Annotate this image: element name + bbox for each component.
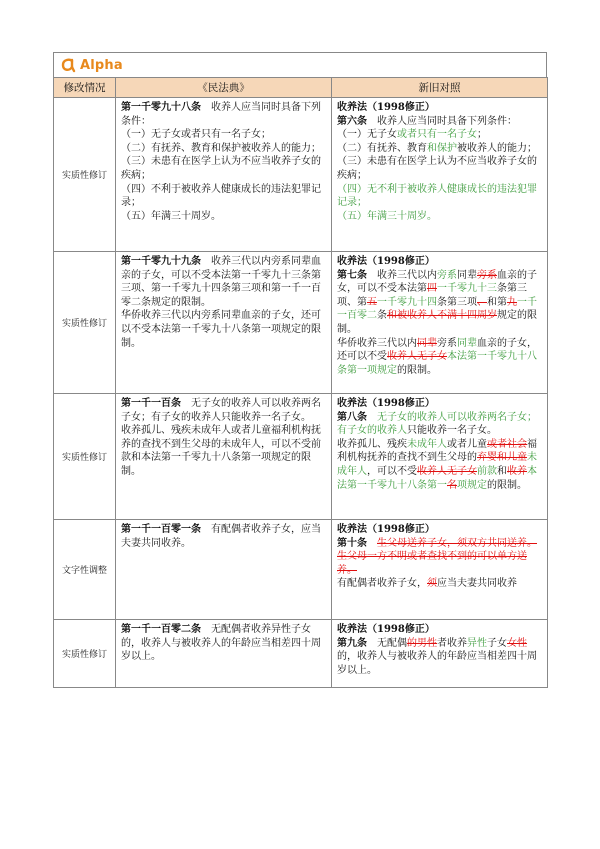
added-text: 无子女的收养人可以收养两名子女；有子女的收养人	[337, 411, 537, 437]
text-segment: 收养三代以内	[367, 269, 437, 281]
text-segment: 收养孤儿、残疾	[337, 438, 407, 450]
paragraph	[121, 155, 327, 182]
old-new-compare-cell	[332, 98, 548, 252]
paragraph	[337, 115, 543, 129]
paragraph	[121, 101, 327, 128]
old-law-title: 收养法（1998修正）	[337, 524, 435, 535]
text-segment: 华侨收养三代以内旁系同辈血亲的子女，还可以不受本法第一千零九十八条第一项规定的限制。	[121, 310, 321, 349]
table-row	[54, 394, 548, 520]
deleted-text: 同辈	[417, 337, 437, 349]
paragraph	[337, 155, 543, 182]
added-text: 一千一百零二	[337, 296, 537, 322]
article-number: 第七条	[337, 269, 367, 281]
paragraph	[121, 424, 327, 478]
civil-code-cell	[116, 252, 332, 394]
deleted-text: 名	[447, 479, 457, 491]
text-segment: 华侨收养三代以内	[337, 337, 417, 349]
paragraph	[337, 637, 543, 678]
added-text: 异性	[467, 637, 487, 649]
text-segment: ；	[477, 129, 487, 141]
added-text: （五）年满三十周岁。	[337, 210, 437, 222]
text-segment: 和	[497, 465, 507, 477]
paragraph	[337, 210, 543, 224]
brand-bar	[53, 52, 547, 77]
paragraph	[337, 537, 543, 578]
added-text: 前款	[477, 465, 497, 477]
deleted-text: 九	[507, 296, 517, 308]
text-segment: 收养三代以内旁系同辈血亲的子女，可以不受本法第一千零九十三条第三项、第一千零九十四条第三项和第一千一百零二条规定的限制。	[121, 256, 321, 308]
added-text: 旁系	[437, 269, 457, 281]
brand-name: Alpha	[80, 57, 123, 73]
deleted-text: 和被收养人不满十四周岁	[387, 310, 497, 322]
old-new-compare-cell	[332, 394, 548, 520]
text-segment: 同辈	[457, 269, 477, 281]
paragraph	[337, 623, 543, 637]
paragraph	[121, 183, 327, 210]
text-segment: 无配偶	[367, 637, 407, 649]
text-segment: 的限制。	[487, 479, 527, 491]
paragraph	[337, 183, 543, 210]
change-type-cell: 实质性修订	[54, 98, 116, 252]
text-segment: （一）无子女	[337, 129, 397, 141]
paragraph	[121, 397, 327, 424]
article-number: 第一千零九十九条	[121, 256, 201, 267]
paragraph	[121, 142, 327, 156]
article-number: 第一千零九十八条	[121, 102, 201, 113]
added-text: 无不利于被收养人健康成长的违法犯罪记录；	[337, 183, 537, 209]
alpha-logo-icon	[60, 57, 76, 73]
change-type-cell: 实质性修订	[54, 620, 116, 688]
text-segment	[367, 538, 377, 549]
old-new-compare-cell	[332, 520, 548, 620]
added-text: 和保护	[427, 142, 457, 154]
header-change-type: 修改情况	[54, 78, 116, 98]
paragraph	[337, 397, 543, 411]
added-text: 或者只有一名子女	[397, 129, 477, 141]
deleted-text: 生父母送养子女，须双方共同送养。生父母一方不明或者查找不到的可以单方送养。	[337, 537, 537, 576]
paragraph	[337, 255, 543, 269]
deleted-text: 收养人无子女	[417, 465, 477, 477]
added-text: 本法第一千零九十八条第一	[337, 465, 537, 491]
added-text: 未成年人	[337, 452, 537, 477]
text-segment: 子女	[487, 637, 507, 649]
paragraph	[337, 411, 543, 438]
deleted-text: 、	[477, 296, 487, 308]
change-type-cell: 实质性修订	[54, 252, 116, 394]
text-segment: 福利机构抚养的查找不到生父母的	[337, 438, 537, 464]
text-segment: 血亲的子女，可以不受本法第	[337, 269, 537, 295]
paragraph	[337, 128, 543, 142]
civil-code-cell	[116, 520, 332, 620]
added-text: 项规定	[457, 479, 487, 491]
deleted-text: 弃婴和儿童	[477, 452, 527, 464]
text-segment: （三）未患有在医学上认为不应当收养子女的疾病；	[337, 156, 537, 181]
deleted-text: 四	[427, 283, 437, 295]
text-segment: 收养孤儿、残疾未成年人或者儿童福利机构抚养的查找不到生父母的未成年人，可以不受前款和本法第一千零九十八条第一项规定的限制。	[121, 425, 321, 477]
text-segment: 有配偶者收养子女，	[337, 578, 427, 590]
change-type-cell: 文字性调整	[54, 520, 116, 620]
paragraph	[337, 523, 543, 537]
article-number: 第六条	[337, 115, 367, 127]
table-row	[54, 98, 548, 252]
old-law-title: 收养法（1998修正）	[337, 102, 435, 113]
text-segment: 条第三项	[437, 296, 477, 308]
article-number: 第九条	[337, 637, 367, 649]
deleted-text: 女性	[507, 637, 527, 649]
paragraph	[121, 309, 327, 350]
text-segment: 的限制。	[397, 364, 437, 376]
article-number: 第一千一百零二条	[121, 624, 201, 635]
paragraph	[121, 210, 327, 224]
old-law-title: 收养法（1998修正）	[337, 398, 435, 409]
text-segment: 和第	[487, 296, 507, 308]
text-segment: 条第三项、第	[337, 283, 527, 308]
text-segment: 应当夫妻共同收养	[437, 578, 517, 590]
paragraph	[121, 128, 327, 142]
text-segment: （五）年满三十周岁。	[121, 210, 221, 222]
added-text: 同辈	[457, 337, 477, 349]
paragraph	[337, 269, 543, 337]
text-segment: （二）有抚养、教育	[337, 142, 427, 154]
text-segment: （二）有抚养、教育和保护被收养人的能力；	[121, 142, 321, 154]
text-segment: （三）未患有在医学上认为不应当收养子女的疾病；	[121, 156, 321, 181]
text-segment	[367, 412, 377, 423]
text-segment: 条	[377, 310, 387, 322]
brand-logo	[60, 56, 123, 74]
table-row	[54, 520, 548, 620]
text-segment: 规定的限制。	[337, 310, 537, 335]
added-text: 本法第一千零九十八条第一项规定	[337, 351, 537, 376]
civil-code-cell	[116, 394, 332, 520]
text-segment: 旁系	[437, 337, 457, 349]
deleted-text: 旁系	[477, 269, 497, 281]
old-new-compare-cell	[332, 252, 548, 394]
text-segment: 有配偶者收养子女，应当夫妻共同收养。	[121, 524, 321, 549]
civil-code-cell	[116, 620, 332, 688]
deleted-text: 收养人无子女	[387, 351, 447, 363]
civil-code-cell	[116, 98, 332, 252]
old-law-title: 收养法（1998修正）	[337, 256, 435, 267]
table-row	[54, 620, 548, 688]
text-segment: （四）不利于被收养人健康成长的违法犯罪记录；	[121, 183, 321, 209]
text-segment: 血亲的子女，还可以不受	[337, 337, 537, 363]
old-new-compare-cell	[332, 620, 548, 688]
text-segment: 者收养	[437, 637, 467, 649]
article-number: 第一千一百条	[121, 398, 181, 409]
deleted-text: 五	[367, 296, 377, 308]
paragraph	[121, 623, 327, 664]
text-segment: ，可以不受	[367, 465, 417, 477]
paragraph	[337, 101, 543, 115]
paragraph	[337, 142, 543, 156]
deleted-text: 收养	[507, 465, 527, 477]
deleted-text: 须	[427, 578, 437, 590]
comparison-table	[53, 77, 548, 688]
text-segment: 收养人应当同时具备下列条件：	[121, 102, 321, 127]
added-text: （四）	[337, 183, 367, 195]
paragraph	[121, 255, 327, 309]
added-text: 一千零九十四	[377, 296, 437, 308]
text-segment: 只能收养一名子女。	[407, 425, 497, 437]
paragraph	[121, 523, 327, 550]
text-segment: 的，收养人与被收养人的年龄应当相差四十周岁以上。	[337, 651, 537, 676]
text-segment: 收养人应当同时具备下列条件：	[367, 115, 517, 127]
text-segment: 或者儿童	[447, 438, 487, 450]
text-segment: 无子女的收养人可以收养两名子女；有子女的收养人只能收养一名子女。	[121, 398, 321, 423]
added-text: 一千零九十三	[437, 283, 497, 295]
deleted-text: 的男性	[407, 637, 437, 649]
deleted-text: 或者社会	[487, 438, 527, 450]
article-number: 第八条	[337, 411, 367, 423]
document-page	[53, 52, 547, 688]
article-number: 第十条	[337, 537, 367, 549]
header-civil-code: 《民法典》	[116, 78, 332, 98]
text-segment: 无配偶者收养异性子女的，收养人与被收养人的年龄应当相差四十周岁以上。	[121, 624, 321, 663]
added-text: 未成年人	[407, 438, 447, 450]
paragraph	[337, 337, 543, 378]
text-segment: （一）无子女或者只有一名子女；	[121, 129, 271, 141]
old-law-title: 收养法（1998修正）	[337, 624, 435, 635]
header-old-new-compare: 新旧对照	[332, 78, 548, 98]
table-header-row	[54, 78, 548, 98]
text-segment: 被收养人的能力；	[457, 142, 537, 154]
table-row	[54, 252, 548, 394]
paragraph	[337, 577, 543, 591]
paragraph	[337, 438, 543, 492]
article-number: 第一千一百零一条	[121, 524, 201, 535]
change-type-cell: 实质性修订	[54, 394, 116, 520]
